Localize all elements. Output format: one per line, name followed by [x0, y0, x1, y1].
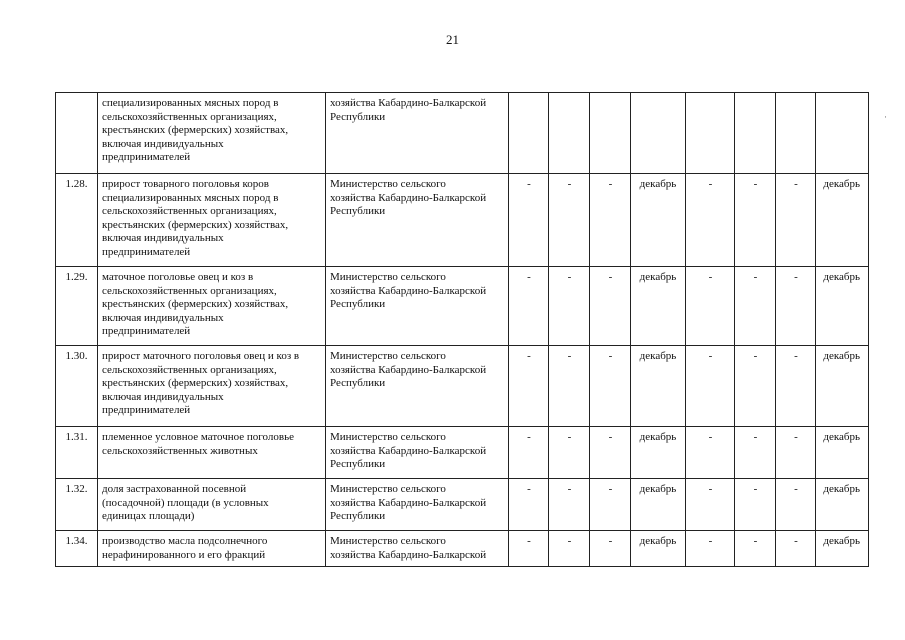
- period-cell: -: [549, 479, 590, 531]
- period-cell: [509, 93, 549, 174]
- period-cell: -: [686, 174, 735, 267]
- indicator-cell: прирост товарного поголовья коров специализированных мясных пород в сельскохозяйственных организациях, крестьянских (фермерских) хозяйствах, включая индивидуальных предпринимателей: [98, 174, 326, 267]
- period-cell: -: [509, 346, 549, 427]
- period-cell: декабрь: [631, 346, 686, 427]
- table-row: [56, 267, 869, 346]
- table-row: [56, 174, 869, 267]
- executor-cell: Министерство сельского хозяйства Кабардино-Балкарской: [326, 531, 509, 567]
- table-row: [56, 93, 869, 174]
- period-cell: [776, 93, 816, 174]
- row-number: [56, 93, 98, 174]
- period-cell: декабрь: [816, 267, 869, 346]
- period-cell: -: [735, 479, 776, 531]
- scan-speck: ·: [884, 112, 887, 122]
- period-cell: -: [549, 174, 590, 267]
- period-cell: -: [776, 346, 816, 427]
- period-cell: -: [590, 267, 631, 346]
- period-cell: -: [735, 427, 776, 479]
- period-cell: -: [776, 267, 816, 346]
- period-cell: -: [590, 174, 631, 267]
- indicator-cell: доля застрахованной посевной (посадочной) площади (в условных единицах площади): [98, 479, 326, 531]
- period-cell: -: [686, 427, 735, 479]
- period-cell: декабрь: [816, 479, 869, 531]
- indicator-cell: производство масла подсолнечного нерафинированного и его фракций: [98, 531, 326, 567]
- row-number: 1.34.: [56, 531, 98, 567]
- period-cell: декабрь: [631, 267, 686, 346]
- row-number: 1.29.: [56, 267, 98, 346]
- indicator-cell: специализированных мясных пород в сельскохозяйственных организациях, крестьянских (фермерских) хозяйствах, включая индивидуальных предпринимателей: [98, 93, 326, 174]
- executor-cell: хозяйства Кабардино-Балкарской Республики: [326, 93, 509, 174]
- indicator-cell: прирост маточного поголовья овец и коз в сельскохозяйственных организациях, крестьянских (фермерских) хозяйствах, включая индивидуальных предпринимателей: [98, 346, 326, 427]
- period-cell: -: [549, 267, 590, 346]
- period-cell: -: [590, 531, 631, 567]
- period-cell: -: [735, 267, 776, 346]
- period-cell: -: [590, 346, 631, 427]
- table-row: [56, 427, 869, 479]
- period-cell: -: [509, 427, 549, 479]
- indicator-cell: племенное условное маточное поголовье сельскохозяйственных животных: [98, 427, 326, 479]
- period-cell: декабрь: [816, 531, 869, 567]
- row-number: 1.32.: [56, 479, 98, 531]
- period-cell: -: [686, 267, 735, 346]
- period-cell: -: [776, 174, 816, 267]
- period-cell: декабрь: [816, 346, 869, 427]
- row-number: 1.30.: [56, 346, 98, 427]
- row-number: 1.28.: [56, 174, 98, 267]
- period-cell: -: [776, 479, 816, 531]
- period-cell: -: [509, 531, 549, 567]
- period-cell: -: [509, 267, 549, 346]
- period-cell: -: [776, 427, 816, 479]
- period-cell: [686, 93, 735, 174]
- period-cell: -: [735, 531, 776, 567]
- period-cell: декабрь: [816, 427, 869, 479]
- table-row: [56, 479, 869, 531]
- period-cell: -: [509, 174, 549, 267]
- period-cell: -: [776, 531, 816, 567]
- period-cell: [549, 93, 590, 174]
- period-cell: -: [735, 346, 776, 427]
- period-cell: декабрь: [631, 174, 686, 267]
- period-cell: -: [549, 427, 590, 479]
- executor-cell: Министерство сельского хозяйства Кабардино-Балкарской Республики: [326, 174, 509, 267]
- period-cell: [735, 93, 776, 174]
- table-row: [56, 531, 869, 567]
- period-cell: декабрь: [816, 174, 869, 267]
- period-cell: [590, 93, 631, 174]
- period-cell: -: [509, 479, 549, 531]
- executor-cell: Министерство сельского хозяйства Кабардино-Балкарской Республики: [326, 479, 509, 531]
- executor-cell: Министерство сельского хозяйства Кабардино-Балкарской Республики: [326, 427, 509, 479]
- period-cell: декабрь: [631, 427, 686, 479]
- monitoring-table: [55, 92, 869, 567]
- period-cell: -: [590, 479, 631, 531]
- period-cell: -: [549, 531, 590, 567]
- executor-cell: Министерство сельского хозяйства Кабардино-Балкарской Республики: [326, 267, 509, 346]
- period-cell: -: [686, 479, 735, 531]
- period-cell: [631, 93, 686, 174]
- period-cell: -: [735, 174, 776, 267]
- row-number: 1.31.: [56, 427, 98, 479]
- period-cell: [816, 93, 869, 174]
- table-row: [56, 346, 869, 427]
- period-cell: декабрь: [631, 531, 686, 567]
- executor-cell: Министерство сельского хозяйства Кабардино-Балкарской Республики: [326, 346, 509, 427]
- indicator-cell: маточное поголовье овец и коз в сельскохозяйственных организациях, крестьянских (фермерских) хозяйствах, включая индивидуальных предпринимателей: [98, 267, 326, 346]
- period-cell: -: [590, 427, 631, 479]
- period-cell: -: [686, 531, 735, 567]
- page-number: 21: [446, 32, 459, 47]
- period-cell: -: [686, 346, 735, 427]
- period-cell: декабрь: [631, 479, 686, 531]
- period-cell: -: [549, 346, 590, 427]
